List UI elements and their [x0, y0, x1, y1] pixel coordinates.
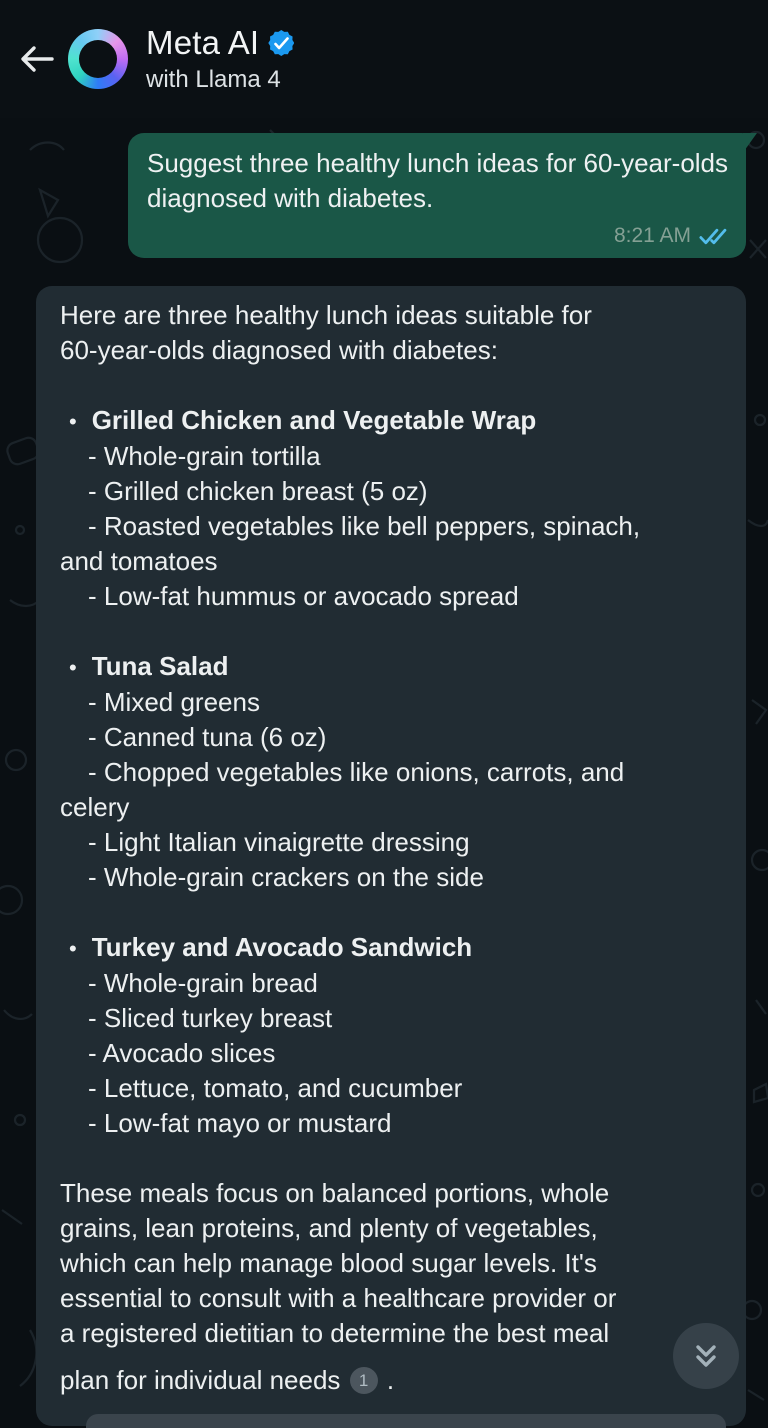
list-item-continuation: and tomatoes	[60, 546, 218, 576]
message-line: a registered dietitian to determine the best meal	[60, 1318, 610, 1348]
incoming-message-bubble[interactable]	[36, 286, 746, 1426]
back-button[interactable]	[14, 36, 60, 82]
list-item: - Lettuce, tomato, and cucumber	[88, 1073, 463, 1103]
message-line: which can help manage blood sugar levels. It's	[60, 1248, 597, 1278]
list-item: - Avocado slices	[88, 1038, 276, 1068]
message-line: essential to consult with a healthcare provider or	[60, 1283, 617, 1313]
message-line: 60-year-olds diagnosed with diabetes:	[60, 335, 498, 365]
outgoing-message-bubble[interactable]	[128, 133, 746, 258]
read-receipt-double-check-icon	[699, 227, 729, 246]
list-item: - Grilled chicken breast (5 oz)	[88, 476, 428, 506]
chevron-double-down-icon	[689, 1339, 723, 1373]
bullet-heading: • Grilled Chicken and Vegetable Wrap	[69, 405, 537, 435]
scroll-to-bottom-button[interactable]	[673, 1323, 739, 1389]
sources-panel-cutoff[interactable]	[86, 1414, 726, 1428]
message-last-line: plan for individual needs 1 .	[60, 1365, 395, 1395]
message-line: Here are three healthy lunch ideas suitable for	[60, 300, 592, 330]
list-item: - Chopped vegetables like onions, carrots, and	[88, 757, 625, 787]
contact-info[interactable]	[146, 24, 294, 94]
list-item: - Roasted vegetables like bell peppers, spinach,	[88, 511, 641, 541]
list-item: - Low-fat hummus or avocado spread	[88, 581, 519, 611]
list-item: - Mixed greens	[88, 687, 260, 717]
verified-badge-icon	[268, 30, 294, 56]
message-line: These meals focus on balanced portions, whole	[60, 1178, 610, 1208]
message-list	[0, 118, 768, 1426]
meta-ai-ring-icon	[79, 40, 117, 78]
outgoing-timestamp: 8:21 AM	[613, 224, 691, 247]
meta-ai-avatar[interactable]	[68, 29, 128, 89]
list-item: - Whole-grain crackers on the side	[88, 862, 484, 892]
chat-title: Meta AI	[146, 24, 260, 61]
outgoing-message-text: Suggest three healthy lunch ideas for 60-year-olds diagnosed with diabetes.	[147, 148, 729, 213]
list-item: - Whole-grain bread	[88, 968, 318, 998]
citation-badge[interactable]: 1	[350, 1367, 378, 1394]
list-item: - Whole-grain tortilla	[88, 441, 321, 471]
list-item: - Low-fat mayo or mustard	[88, 1108, 392, 1138]
list-item: - Light Italian vinaigrette dressing	[88, 827, 470, 857]
chat-subtitle: with Llama 4	[146, 66, 281, 93]
back-arrow-icon	[20, 45, 54, 73]
chat-header	[0, 0, 768, 118]
bubble-tail	[743, 133, 757, 150]
list-item: - Sliced turkey breast	[88, 1003, 333, 1033]
list-item: - Canned tuna (6 oz)	[88, 722, 327, 752]
bullet-heading: • Turkey and Avocado Sandwich	[69, 932, 473, 962]
list-item-continuation: celery	[60, 792, 130, 822]
bullet-heading: • Tuna Salad	[69, 651, 229, 681]
message-line: grains, lean proteins, and plenty of vegetables,	[60, 1213, 598, 1243]
